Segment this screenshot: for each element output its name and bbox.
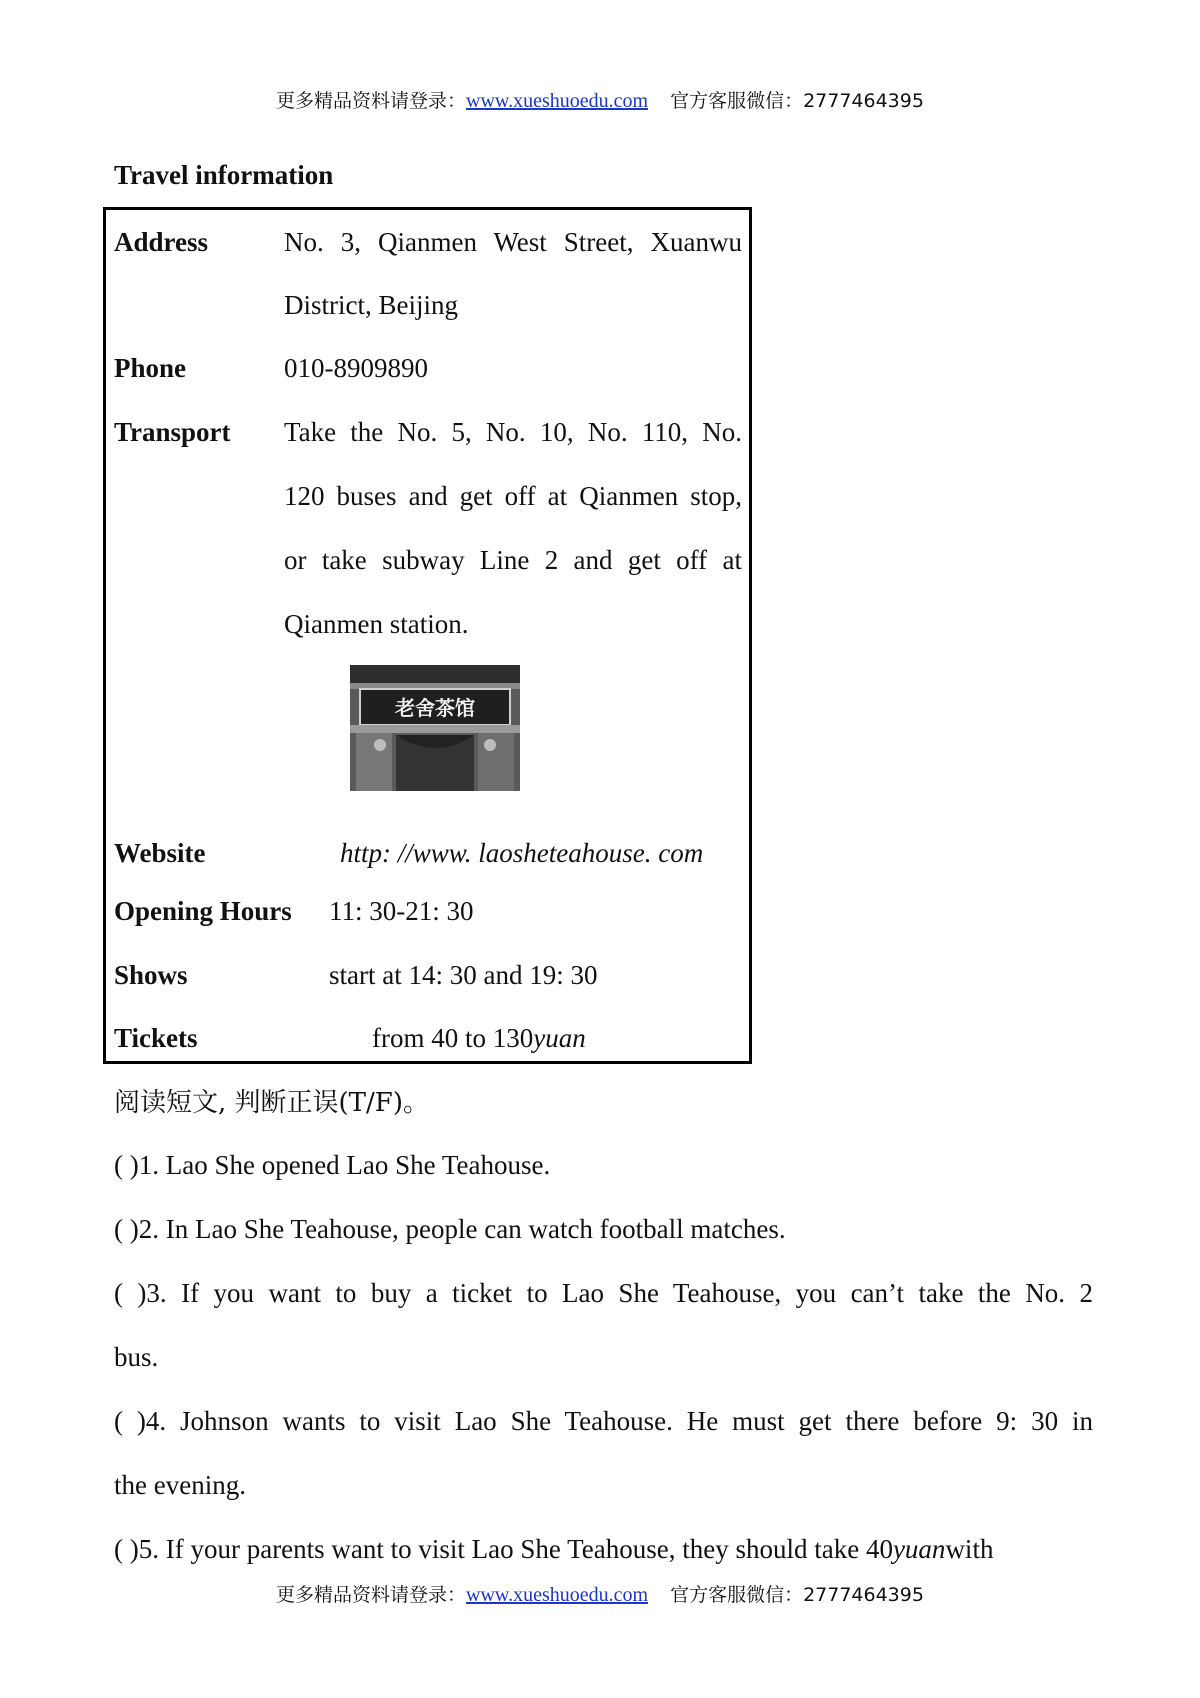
hours-value: 11: 30-21: 30 [329, 896, 474, 926]
page-footer [0, 1582, 1200, 1608]
question-5-unit: yuan [892, 1534, 946, 1564]
transport-line-4: Qianmen station. [284, 609, 469, 639]
question-5-suffix: with [945, 1534, 994, 1564]
phone-label: Phone [114, 353, 187, 383]
hours-label: Opening Hours [114, 896, 292, 926]
footer-prefix: 更多精品资料请登录： [276, 1584, 467, 1606]
instruction: 阅读短文, 判断正误(T/F)。 [114, 1088, 429, 1118]
header-prefix: 更多精品资料请登录： [276, 90, 467, 112]
question-4-line-2: the evening. [114, 1470, 246, 1500]
footer-link[interactable]: www.xueshuoedu.com [466, 1584, 649, 1606]
header-link[interactable]: www.xueshuoedu.com [466, 90, 649, 112]
tickets-value-unit: yuan [533, 1023, 586, 1053]
question-5-text: ( )5. If your parents want to visit Lao She Teahouse, they should take 40 [114, 1534, 893, 1564]
question-3-line-1: ( )3. If you want to buy a ticket to Lao She Teahouse, you can’t take the No. 2 [114, 1278, 1093, 1308]
tickets-value-number: from 40 to 130 [372, 1023, 534, 1053]
website-label: Website [114, 838, 206, 868]
transport-line-3: or take subway Line 2 and get off at [284, 545, 742, 575]
header-wechat: 官方客服微信：2777464395 [670, 90, 924, 112]
website-value[interactable]: http: //www. laosheteahouse. com [340, 838, 704, 868]
transport-line-2: 120 buses and get off at Qianmen stop, [284, 481, 742, 511]
transport-label: Transport [114, 417, 231, 447]
address-line-1: No. 3, Qianmen West Street, Xuanwu [284, 227, 742, 257]
address-line-2: District, Beijing [284, 290, 458, 320]
shows-label: Shows [114, 960, 188, 990]
question-1: ( )1. Lao She opened Lao She Teahouse. [114, 1150, 551, 1180]
section-title: Travel information [114, 160, 334, 190]
phone-value: 010-8909890 [284, 353, 428, 383]
teahouse-photo [350, 665, 520, 791]
question-5 [114, 1534, 993, 1564]
tickets-label: Tickets [114, 1023, 198, 1053]
question-4-line-1: ( )4. Johnson wants to visit Lao She Teahouse. He must get there before 9: 30 in [114, 1406, 1093, 1436]
transport-line-1: Take the No. 5, No. 10, No. 110, No. [284, 417, 742, 447]
shows-value: start at 14: 30 and 19: 30 [329, 960, 598, 990]
page-header [0, 88, 1200, 114]
address-label: Address [114, 227, 209, 257]
footer-wechat: 官方客服微信：2777464395 [670, 1584, 924, 1606]
question-3-line-2: bus. [114, 1342, 159, 1372]
question-2: ( )2. In Lao She Teahouse, people can watch football matches. [114, 1214, 786, 1244]
photo-sign-text: 老舍茶馆 [395, 696, 475, 720]
tickets-value [372, 1023, 586, 1053]
